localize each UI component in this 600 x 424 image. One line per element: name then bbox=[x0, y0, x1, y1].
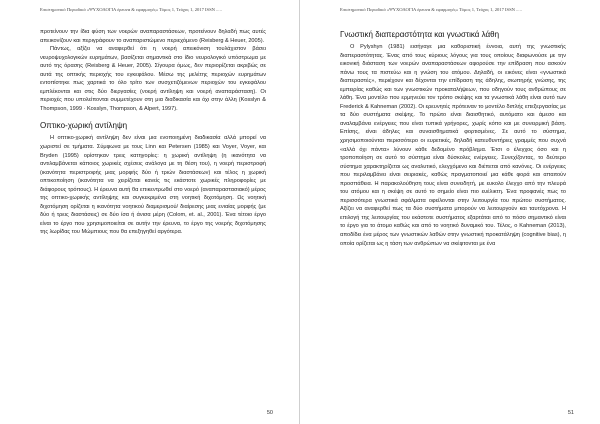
section-heading: Γνωστική διαπεραστότητα και γνωστικά λάθη bbox=[340, 30, 500, 39]
right-page bbox=[300, 0, 600, 424]
section-heading: Οπτικο-χωρική αντίληψη bbox=[40, 121, 128, 131]
right-page-body bbox=[340, 30, 566, 248]
page-number: 50 bbox=[266, 410, 273, 416]
paragraph: O Pylyshyn (1981) εισήγαγε μια καθοριστική έννοια, αυτή της γνωστικής διαπεραστότητας. Ένας από τους κύριους λόγους για τους οποίους διαφωνούσε με την εικονική διάσταση των νοερών αναπαραστάσεων αφορούσε την επίδραση που ασκούν πάνω τους τα πιστεύω και η γνώση του ατόμου. Δηλαδή, οι εικόνες είναι «γνωστικά διαπεραστές», περιέχουν και δέχονται την επίδραση της άδηλης, σιωπηρής γνώσης, της εμπειρίας καθώς και των γνωστικών προκαταλήψεων, που οδηγούν τους ανθρώπους σε λάθη. Ένα μοντέλο που ερμηνεύει τον τρόπο σκέψης και τα γνωστικά λάθη είναι αυτό των Frederick & Kahneman (2002). Οι ερευνητές πρότειναν το μοντέλο διπλής επεξεργασίας με τα δύο συστήματα σκέψης. Το πρώτο είναι διαισθητικό, αυτόματο και άμεσο και αναλαμβάνει ενέργειες που είναι τυπικά γρήγορες, χωρίς κόπο και με συνειρμική βάση. Επίσης, είναι άδηλες και συναισθηματικά φορτισμένες. Σε αυτό το σύστημα, χρησιμοποιούνται περισσότερο οι ευρετικές, δηλαδή κατευθυντήριες γραμμές που συχνά «αλλά όχι πάντα» λύνουν κάθε δεδομένο πρόβλημα. Έτσι ο έλεγχος όσο και η τροποποίηση σε αυτό το σύστημα είναι δύσκολες ενέργειες. Συνεχίζοντας, το δεύτερο σύστημα χαρακτηρίζεται ως αναλυτικό, ελεγχόμενο και διέπεται από κανόνες. Οι ενέργειες που περιλαμβάνει είναι σειριακές, καθώς πραγματοποιεί μια κάθε φορά και απαιτούν προσπάθεια. Η παρακολούθηση τους είναι συνειδητή, με ευκολο έλεγχο από την πλευρά του ατόμου και η σκέψη σε αυτό το σημείο είναι πιο ευέλικτη. Ένα προφανές πως το περισσότερα γνωστικά σφάλματα οφείλονται στην λειτουργία του πρώτου συστήματος. Αξίζει να αναφερθεί πως τα δύο συστήματα μπορούν να λειτουργούν και ταυτόχρονα. Η επιλογή της λειτουργίας του εκάστοτε συστήματος εξαρτάται από το πόσο σημαντικό είναι το έργο για το άτομο καθώς και από το νοητικό δυναμικό του. Τέλος, ο Kahneman (2013), αποδίδει ένα μέρος των γνωστικών λαθών στην γνωστική προκατάληψη (cognitive bias), η οποία ορίζεται ως η τάση των ανθρώπων να σκέφτονται με ένα bbox=[340, 44, 566, 247]
paragraph: Πάντως, αξίζει να αναφερθεί ότι η νοερή απεικόνιση τουλάχιστον βάσει νευροψυχολογικών ευρημάτων, βασίζεται σημαντικά στο ίδιο νευρολογικό υπόστρωμα με αυτό της όρασης (Reisberg & Heuer, 2005). Σίγουρα όμως, δεν περιορίζεται ακριβώς σε αυτά της οπτικής περιοχής του εγκεφάλου. Μέσω της μελέτης περιοχών ευρημάτων εντοπίστηκε πως χαρτικά το όλο τρίτο των συσχετιζόμενων περιοχών του εγκεφάλου εμπλέκονται και στις δύο διεργασίες (νοερή αντίληψη και νοερή αναπαράσταση). Οι περιοχές που υπολείπονται συμμετέχουν στη μια διαδικασία και όχι στην άλλη (Kosslyn & Thompson, 1999 · Kosslyn, Thompson, & Alpert, 1997). bbox=[40, 46, 266, 112]
running-header: Επιστημονικό Περιοδικό «ΨΥΧΟΛΟΓΙΑ έρευνα & εφαρμογές» Τόμος 1, Τεύχος 1, 2017 ISSN ..... bbox=[40, 7, 222, 12]
running-header: Επιστημονικό Περιοδικό «ΨΥΧΟΛΟΓΙΑ έρευνα & εφαρμογές» Τόμος 1, Τεύχος 1, 2017 ISSN ..... bbox=[340, 7, 522, 12]
page-number: 51 bbox=[567, 410, 574, 416]
left-page-body bbox=[40, 28, 266, 237]
paragraph: Η οπτικο-χωρική αντίληψη δεν είναι μια ενοποιημένη διαδικασία αλλά μπορεί να χωριστεί σε τμήματα. Σύμφωνα με τους Linn και Petersen (1985) και Voyer, Voyer, και Bryden (1995) ορίστηκαν τρεις κατηγορίες: η χωρική αντίληψη (η ικανότητα να αντιλαμβάνεται κάποιος χωρικές σχέσεις ανάλογα με τη θέση του), η νοερή περιστροφή (ικανότητα περιστροφής μιας μορφής δύο ή τριών διαστάσεων) και τέλος η χωρική οπτικοποίηση (ικανότητα να χειρίζεται κανείς τις εκάστοτε χωρικές πληροφορίες με διάφορους τρόπους). Η έρευνα αυτή θα επικεντρωθεί στο νοερό (αναπαραστασιακό) μέρος της οπτικο-χωρικής αντίληψης και συγκεκριμένα στη νοητική διχοτόμηση. Ως νοητική διχοτόμηση ορίζεται η ικανότητα νοητικού διαμερισμού/ διαίρεσης μιας ενιαίας μορφής (με δύο ή τρεις διαστάσεις) σε δύο ίσα ή άνισα μέρη (Colom, et. al., 2001). Ένα τέτοιο έργο είναι το έργο που χρησιμοποιείται σε αυτήν την έρευνα, το έργο της νοερής διχοτόμησης της λωρίδας του Μώμπιους που θα επεξηγηθεί αργότερα. bbox=[40, 135, 266, 236]
paragraph: προτείνουν την ίδια φύση των νοερών αναπαραστάσεων, προτείνουν δηλαδή πως αυτές απεικονίζουν και περιγράφουν το αναπαριστώμενο περιεχόμενο (Reisberg & Heuer, 2005). bbox=[40, 29, 266, 44]
